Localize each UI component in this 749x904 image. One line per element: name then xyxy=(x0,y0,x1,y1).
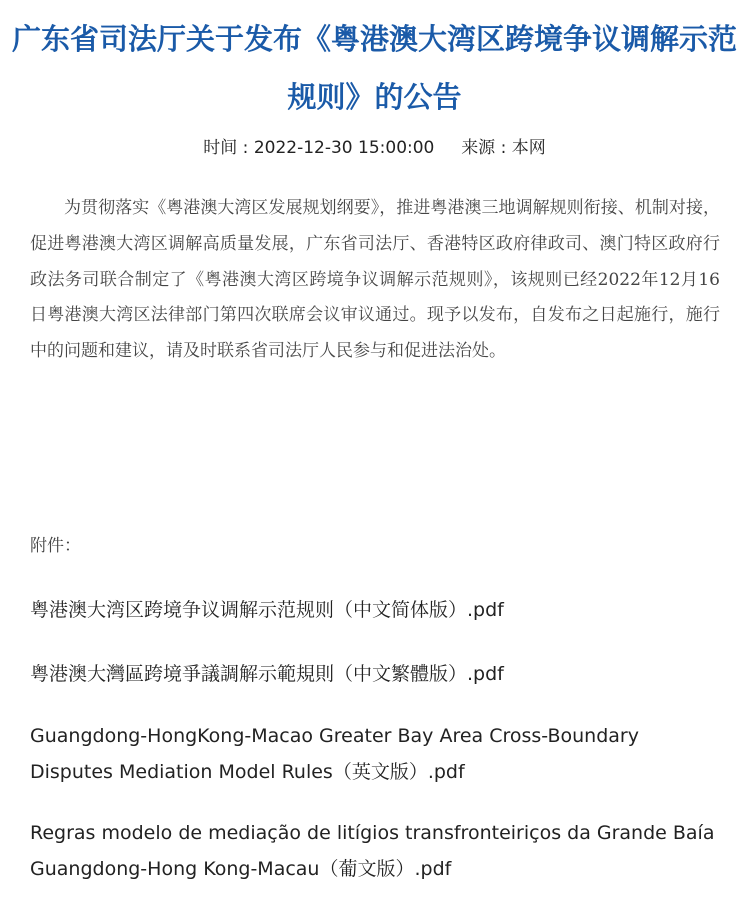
attachment-link-portuguese[interactable]: Regras modelo de mediação de litígios transfronteiriços da Grande Baía Guangdong-Hong Kong-Macau（葡文版）.pdf xyxy=(30,822,715,880)
article-body: 为贯彻落实《粤港澳大湾区发展规划纲要》，推进粤港澳三地调解规则衔接、机制对接，促进粤港澳大湾区调解高质量发展，广东省司法厅、香港特区政府律政司、澳门特区政府行政法务司联合制定了《粤港澳大湾区跨境争议调解示范规则》，该规则已经2022年12月16日粤港澳大湾区法律部门第四次联席会议审议通过。现予以发布，自发布之日起施行，施行中的问题和建议，请及时联系省司法厅人民参与和促进法治处。 xyxy=(30,198,720,362)
article-title: 广东省司法厅关于发布《粤港澳大湾区跨境争议调解示范规则》的公告 xyxy=(11,22,737,114)
attachment-link-traditional-chinese[interactable]: 粤港澳大灣區跨境爭議調解示範規則（中文繁體版）.pdf xyxy=(30,663,504,685)
attachment-link-english[interactable]: Guangdong-HongKong-Macao Greater Bay Area Cross-Boundary Disputes Mediation Model Rules（英文版）.pdf xyxy=(30,725,639,783)
source-value: 本网 xyxy=(511,138,546,158)
attachment-link-simplified-chinese[interactable]: 粤港澳大湾区跨境争议调解示范规则（中文简体版）.pdf xyxy=(30,599,504,621)
attachments-label: 附件： xyxy=(30,536,81,556)
time-value: 2022-12-30 15:00:00 xyxy=(253,138,435,158)
source-label: 来源 : xyxy=(461,138,507,158)
article-meta xyxy=(0,136,749,160)
time-label: 时间 : xyxy=(203,138,249,158)
